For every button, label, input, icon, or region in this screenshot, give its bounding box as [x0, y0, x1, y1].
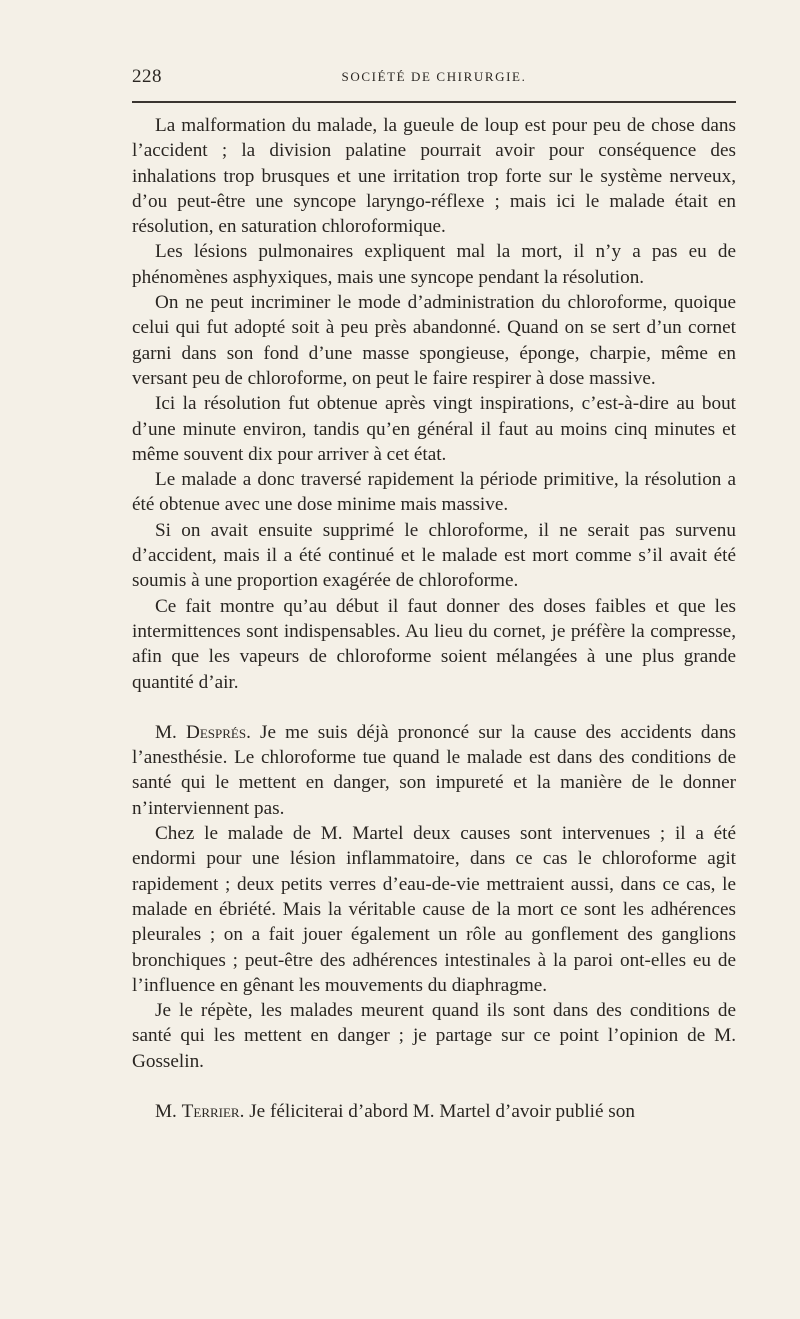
terrier-statement	[132, 1099, 736, 1124]
paragraph-1: La malformation du malade, la gueule de loup est pour peu de chose dans l’accident ; la division palatine pourrait avoir pour conséquence des inhalations trop brusques et une irritation trop forte sur le système nerveux, d’ou peut-être une syncope laryngo-réflexe ; mais ici le malade était en résolution, en saturation chloroformique.	[132, 115, 736, 238]
speaker-name-terrier: Terrier	[181, 1100, 240, 1122]
paragraph-3: On ne peut incriminer le mode d’administration du chloroforme, quoique celui qui fut adopté soit à peu près abandonné. Quand on se sert d’un cornet garni dans son fond d’une masse spongieuse, éponge, charpie, même en versant peu de chloroforme, on peut le faire respirer à dose massive.	[132, 292, 736, 389]
paragraph-4: Ici la résolution fut obtenue après vingt inspirations, c’est-à-dire au bout d’une minute environ, tandis qu’en général il faut au moins cinq minutes et même souvent dix pour arriver à cet état.	[132, 393, 736, 465]
body-text	[132, 113, 736, 1124]
despres-text: . Je me suis déjà prononcé sur la cause des accidents dans l’anesthésie. Le chloroforme tue quand le malade est dans des conditions de santé qui le mettent en danger, son impureté et la manière de le donner n’interviennent pas.	[132, 721, 737, 819]
paragraph-5: Le malade a donc traversé rapidement la période primitive, la résolution a été obtenue avec une dose minime mais massive.	[132, 469, 736, 516]
paragraph-2: Les lésions pulmonaires expliquent mal la mort, il n’y a pas eu de phénomènes asphyxiques, mais une syncope pendant la résolution.	[132, 241, 736, 288]
page-number: 228	[132, 66, 162, 87]
despres-statement	[132, 720, 736, 821]
terrier-text: . Je féliciterai d’abord M. Martel d’avoir publié son	[239, 1100, 635, 1122]
despres-prefix: M.	[155, 721, 186, 743]
despres-paragraph-3: Je le répète, les malades meurent quand ils sont dans des conditions de santé qui les mettent en danger ; je partage sur ce point l’opinion de M. Gosselin.	[132, 1000, 736, 1072]
paragraph-6: Si on avait ensuite supprimé le chloroforme, il ne serait pas survenu d’accident, mais il a été continué et le malade est mort comme s’il avait été soumis à une proportion exagérée de chloroforme.	[132, 519, 736, 592]
despres-paragraph-2: Chez le malade de M. Martel deux causes sont intervenues ; il a été endormi pour une lésion inflammatoire, dans ce cas le chloroforme agit rapidement ; deux petits verres d’eau-de-vie mettraient aussi, dans ce cas, le malade en ébriété. Mais la véritable cause de la mort ce sont les adhérences pleurales ; on a fait jouer également un rôle au gonflement des ganglions bronchiques ; peut-être des adhérences intestinales à la paroi ont-elles eu de l’influence en gênant les mouvements du diaphragme.	[132, 823, 736, 996]
paragraph-7: Ce fait montre qu’au début il faut donner des doses faibles et que les intermittences sont indispensables. Au lieu du cornet, je préfère la compresse, afin que les vapeurs de chloroforme soient mélangées à une plus grande quantité d’air.	[132, 595, 736, 693]
speaker-name-despres: Després	[186, 721, 247, 743]
running-title: SOCIÉTÉ DE CHIRURGIE.	[341, 69, 527, 84]
header-rule	[132, 101, 736, 103]
terrier-prefix: M.	[155, 1100, 182, 1122]
page-header	[132, 66, 736, 90]
